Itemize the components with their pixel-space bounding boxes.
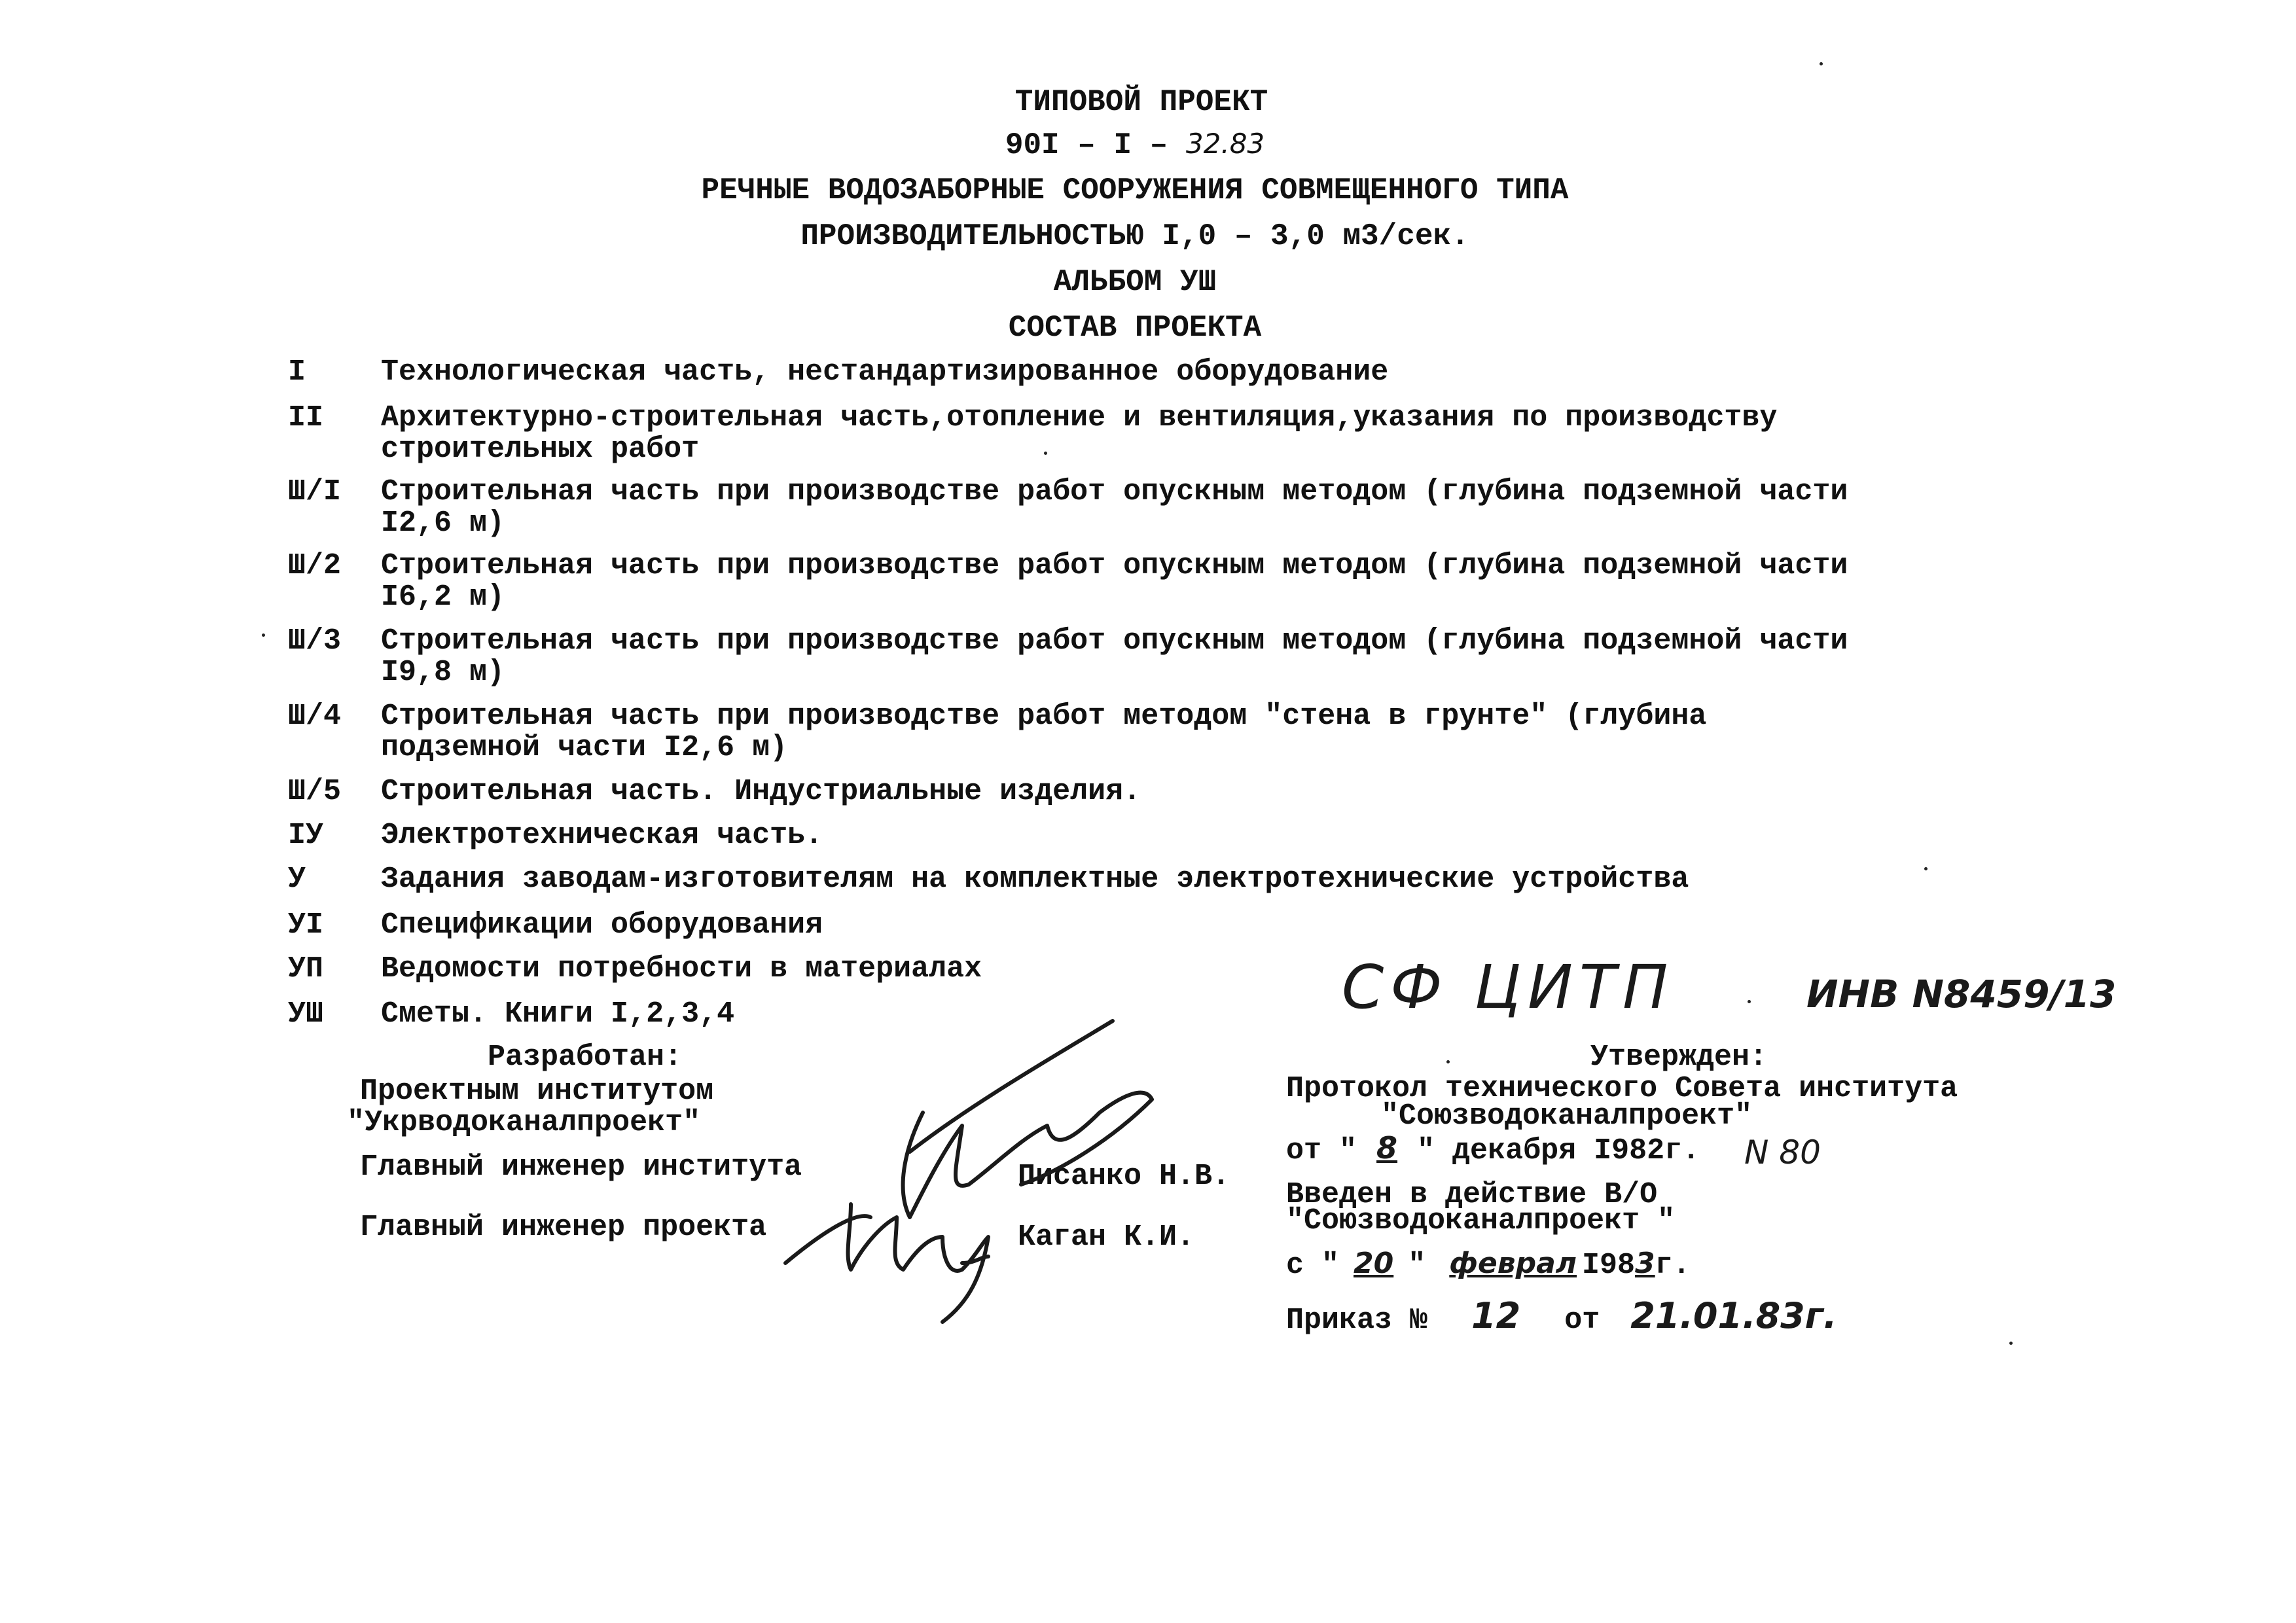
item-number: Ш/5	[288, 775, 342, 808]
item-number: Ш/4	[288, 700, 342, 733]
item-text: Строительная часть при производстве работ методом "стена в грунте" (глубина подземной части I2,6 м)	[381, 700, 1707, 764]
scan-speck	[1044, 452, 1047, 455]
enacted-date-suffix: г.	[1655, 1249, 1691, 1282]
chief-engineer-project-name: Каган К.И.	[1018, 1221, 1195, 1254]
enacted-date-year-prefix: I98	[1582, 1249, 1636, 1282]
project-number-handwritten: 32.83	[1185, 128, 1265, 160]
scan-speck	[1924, 867, 1928, 870]
project-name-line1: РЕЧНЫЕ ВОДОЗАБОРНЫЕ СООРУЖЕНИЯ СОВМЕЩЕННОГО ТИПА	[701, 173, 1569, 207]
scan-speck	[1446, 1060, 1450, 1063]
item-number: УП	[288, 952, 324, 986]
enacted-date	[1286, 1247, 1691, 1283]
approved-date	[1286, 1131, 1700, 1168]
approved-org: "Союзводоканалпроект"	[1381, 1099, 1753, 1133]
chief-engineer-project-role: Главный инженер проекта	[360, 1211, 767, 1244]
enacted-date-prefix: с "	[1286, 1249, 1340, 1282]
item-number: Ш/2	[288, 549, 342, 582]
enacted-date-month: феврал	[1449, 1247, 1577, 1280]
item-text: Архитектурно-строительная часть,отопление и вентиляция,указания по производству строительных работ	[381, 401, 1778, 466]
item-text: Технологическая часть, нестандартизированное оборудование	[381, 355, 1389, 389]
item-number: У	[288, 863, 306, 896]
order-from: от	[1564, 1304, 1600, 1337]
item-number: УШ	[288, 997, 324, 1031]
item-text: Строительная часть. Индустриальные изделия.	[381, 775, 1141, 808]
scan-speck	[1748, 1000, 1751, 1003]
project-number	[0, 128, 2296, 162]
order-line	[1286, 1295, 1837, 1338]
approved-date-suffix: " декабря I982г.	[1417, 1134, 1700, 1168]
developed-org-name: "Укрводоканалпроект"	[347, 1106, 701, 1139]
signature-kagan	[785, 1204, 988, 1322]
enacted-date-year-hand: 3	[1635, 1247, 1655, 1280]
item-text: Строительная часть при производстве работ опускным методом (глубина подземной части I9,8 м)	[381, 624, 1848, 689]
enacted-line1: Введен в действие В/О	[1286, 1178, 1658, 1211]
order-date: 21.01.83г.	[1630, 1295, 1837, 1336]
item-number: I	[288, 355, 306, 389]
sf-ctp-stamp: СФ ЦИТП	[1342, 952, 1675, 1022]
item-number: IУ	[288, 819, 324, 852]
project-name-line2: ПРОИЗВОДИТЕЛЬНОСТЬЮ I,0 – 3,0 м3/сек.	[800, 219, 1469, 253]
item-number: УI	[288, 908, 324, 942]
chief-engineer-institute-role: Главный инженер института	[360, 1150, 802, 1184]
item-number: II	[288, 401, 324, 435]
enacted-date-mid: "	[1408, 1249, 1426, 1282]
inventory-number: ИНВ N8459/13	[1806, 972, 2117, 1016]
developed-org: Проектным институтом	[360, 1075, 714, 1108]
approved-date-prefix: от "	[1286, 1134, 1357, 1168]
chief-engineer-institute-name: Писанко Н.В.	[1018, 1160, 1230, 1193]
header-title: ТИПОВОЙ ПРОЕКТ	[1014, 85, 1268, 119]
item-text: Спецификации оборудования	[381, 908, 823, 942]
item-text: Строительная часть при производстве работ опускным методом (глубина подземной части I6,2 м)	[381, 549, 1848, 614]
item-text: Строительная часть при производстве работ опускным методом (глубина подземной части I2,6 м)	[381, 475, 1848, 540]
item-text: Ведомости потребности в материалах	[381, 952, 982, 986]
enacted-line2: "Союзводоканалпроект "	[1286, 1204, 1676, 1238]
scan-speck	[262, 633, 265, 637]
developed-title: Разработан:	[488, 1041, 683, 1074]
item-number: Ш/I	[288, 475, 342, 508]
item-text: Сметы. Книги I,2,3,4	[381, 997, 735, 1031]
approved-date-day: 8	[1376, 1130, 1398, 1166]
item-number: Ш/3	[288, 624, 342, 658]
approved-protocol: Протокол технического Совета института	[1286, 1072, 1958, 1105]
item-text: Задания заводам-изготовителям на комплектные электротехнические устройства	[381, 863, 1689, 896]
project-number-printed: 90I – I –	[1005, 128, 1168, 162]
item-text: Электротехническая часть.	[381, 819, 823, 852]
scan-speck	[1820, 62, 1823, 65]
approved-title: Утвержден:	[1590, 1041, 1768, 1074]
order-prefix: Приказ №	[1286, 1304, 1428, 1337]
protocol-number: N 80	[1744, 1133, 1821, 1171]
contents-title: СОСТАВ ПРОЕКТА	[1008, 311, 1262, 345]
scan-speck	[2009, 1342, 2013, 1345]
order-number: 12	[1471, 1295, 1521, 1336]
enacted-date-day: 20	[1354, 1247, 1394, 1280]
album-title: АЛЬБОМ УШ	[1053, 265, 1217, 299]
